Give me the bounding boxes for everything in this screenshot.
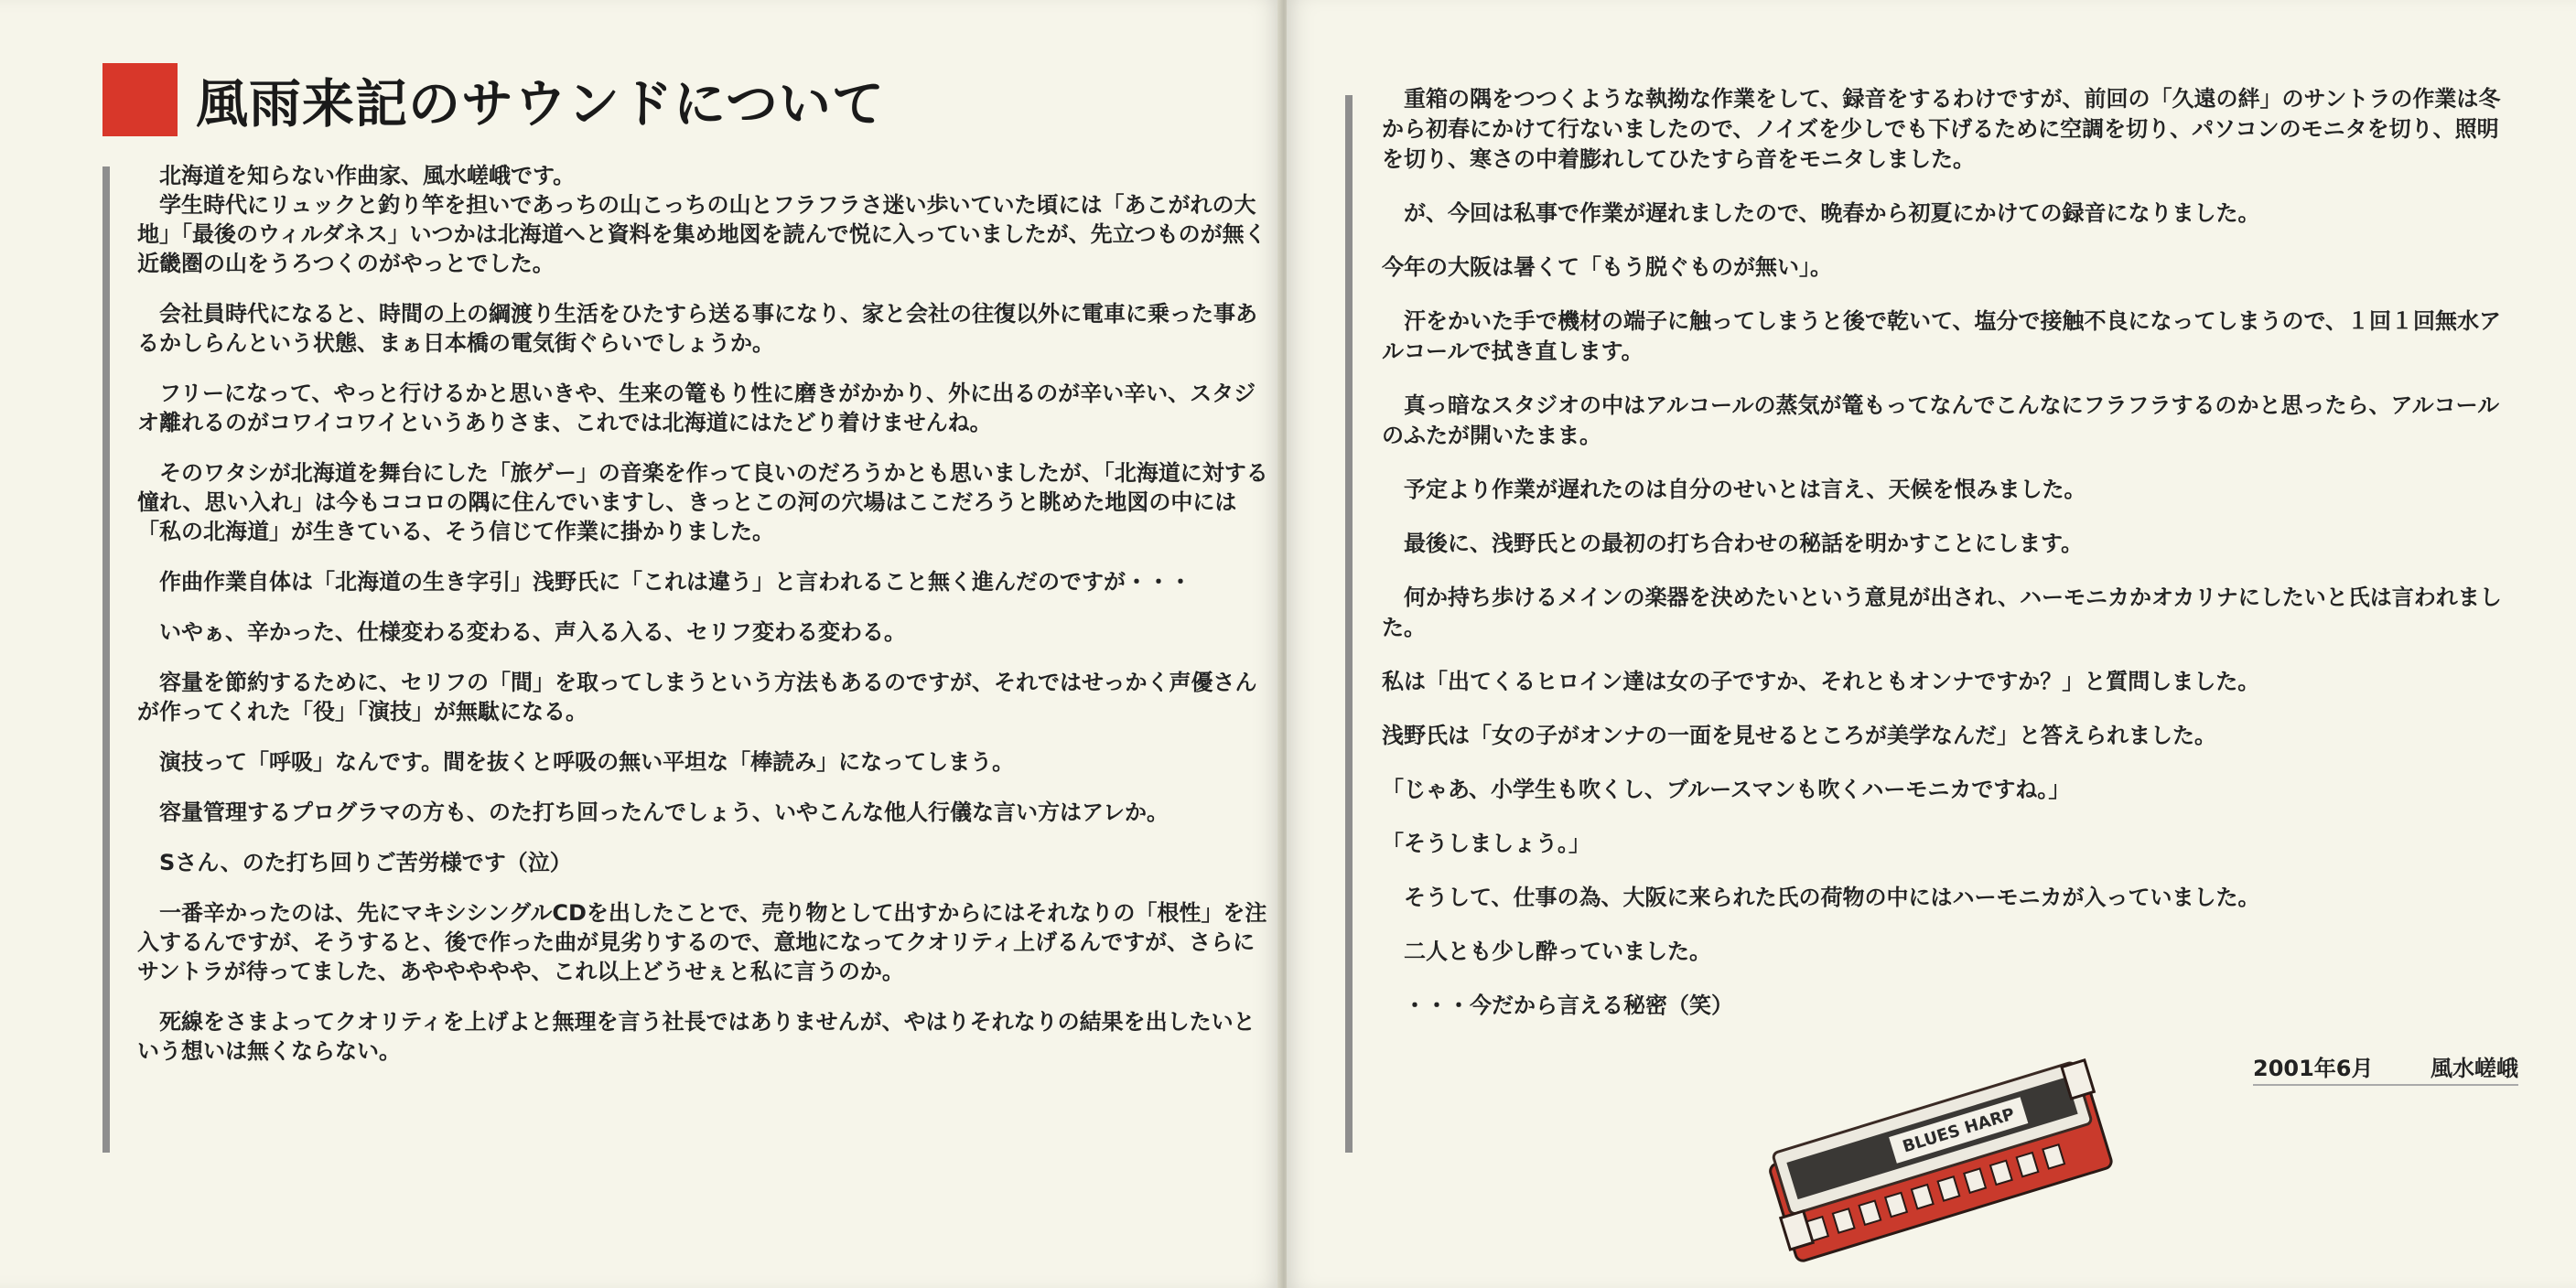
right-paragraph: 最後に、浅野氏との最初の打ち合わせの秘話を明かすことにします。 — [1404, 531, 2084, 556]
left-paragraph: 会社員時代になると、時間の上の綱渡り生活をひたすら送る事になり、家と会社の往復以外に電車に乗った事あるかしらんという状態、まぁ日本橋の電気街ぐらいでしょうか。 — [137, 301, 1257, 356]
left-paragraph: Sさん、のた打ち回りご苦労様です（泣） — [159, 850, 572, 875]
harmonica-illustration — [1739, 1052, 2141, 1276]
harmonica-label: BLUES HARP — [1900, 1104, 2018, 1157]
right-paragraph: 私は「出てくるヒロイン達は女の子ですか、それともオンナですか？」と質問しました。 — [1382, 669, 2260, 694]
page-title: 風雨来記のサウンドについて — [196, 74, 885, 134]
left-paragraph: フリーになって、やっと行けるかと思いきや、生来の篭もり性に磨きがかかり、外に出るのが辛い辛い、スタジオ離れるのがコワイコワイというありさま、これでは北海道にはたどり着けませんね。 — [137, 381, 1256, 435]
right-paragraph: 二人とも少し酔っていました。 — [1404, 939, 1711, 964]
right-body-text — [1382, 84, 2517, 1045]
left-paragraph: 学生時代にリュックと釣り竿を担いであっちの山こっちの山とフラフラさ迷い歩いていた頃には「あこがれの大地」「最後のウィルダネス」いつかは北海道へと資料を集め地図を読んで悦に入っていましたが、先立つものが無く近畿圏の山をうろつくのがやっとでした。 — [137, 192, 1266, 276]
left-paragraph: そのワタシが北海道を舞台にした「旅ゲー」の音楽を作って良いのだろうかとも思いましたが、「北海道に対する憧れ、思い入れ」は今もココロの隅に住んでいますし、きっとこの河の穴場はここだろうと眺めた地図の中には「私の北海道」が生きている、そう信じて作業に掛かりました。 — [137, 460, 1268, 544]
signature-name: 風水嵯峨 — [2430, 1056, 2518, 1081]
right-margin-rule — [1345, 95, 1353, 1153]
right-paragraph: 浅野氏は「女の子がオンナの一面を見せるところが美学なんだ」と答えられました。 — [1382, 723, 2216, 748]
signature — [2253, 1050, 2518, 1082]
left-paragraph: 容量管理するプログラマの方も、のた打ち回ったんでしょう、いやこんな他人行儀な言い方はアレか。 — [159, 800, 1169, 825]
title-row — [102, 62, 885, 137]
right-paragraph: ・・・今だから言える秘密（笑） — [1404, 993, 1733, 1018]
right-paragraph: が、今回は私事で作業が遅れましたので、晩春から初夏にかけての録音になりました。 — [1404, 200, 2260, 226]
left-paragraph: 北海道を知らない作曲家、風水嵯峨です。 — [159, 163, 576, 188]
right-paragraph: 予定より作業が遅れたのは自分のせいとは言え、天候を恨みました。 — [1404, 477, 2086, 502]
left-paragraph: 一番辛かったのは、先にマキシシングルCDを出したことで、売り物として出すからにはそれなりの「根性」を注入するんですが、そうすると、後で作った曲が見劣りするので、意地になってクオリティ上げるんですが、さらにサントラが待ってました、あややややや、これ以上どうせぇと私に言うのか。 — [137, 900, 1267, 984]
right-paragraph: 「じゃあ、小学生も吹くし、ブルースマンも吹くハーモニカですね。」 — [1382, 777, 2071, 802]
title-marker — [102, 63, 178, 136]
right-paragraph: 真っ暗なスタジオの中はアルコールの蒸気が篭もってなんでこんなにフラフラするのかと思ったら、アルコールのふたが開いたまま。 — [1382, 392, 2500, 448]
left-body-text — [137, 161, 1272, 1087]
left-paragraph: 演技って「呼吸」なんです。間を抜くと呼吸の無い平坦な「棒読み」になってしまう。 — [159, 749, 1015, 775]
right-paragraph: 何か持ち歩けるメインの楽器を決めたいという意見が出され、ハーモニカかオカリナにしたいと氏は言われました。 — [1382, 585, 2502, 640]
right-paragraph: 重箱の隅をつつくような執拗な作業をして、録音をするわけですが、前回の「久遠の絆」のサントラの作業は冬から初春にかけて行ないましたので、ノイズを少しでも下げるために空調を切り、パソコンのモニタを切り、照明を切り、寒さの中着膨れしてひたすら音をモニタしました。 — [1382, 86, 2501, 172]
right-paragraph: そうして、仕事の為、大阪に来られた氏の荷物の中にはハーモニカが入っていました。 — [1404, 885, 2260, 910]
left-paragraph: 容量を節約するために、セリフの「間」を取ってしまうという方法もあるのですが、それではせっかく声優さんが作ってくれた「役」「演技」が無駄になる。 — [137, 670, 1257, 724]
left-paragraph: いやぁ、辛かった、仕様変わる変わる、声入る入る、セリフ変わる変わる。 — [159, 619, 906, 645]
left-paragraph: 作曲作業自体は「北海道の生き字引」浅野氏に「これは違う」と言われること無く進んだのですが・・・ — [159, 569, 1191, 595]
right-paragraph: 今年の大阪は暑くて「もう脱ぐものが無い」。 — [1382, 254, 1832, 280]
signature-date: 2001年6月 — [2253, 1056, 2374, 1081]
left-paragraph: 死線をさまよってクオリティを上げよと無理を言う社長ではありませんが、やはりそれなりの結果を出したいという想いは無くならない。 — [137, 1009, 1256, 1064]
right-paragraph: 汗をかいた手で機材の端子に触ってしまうと後で乾いて、塩分で接触不良になってしまうので、１回１回無水アルコールで拭き直します。 — [1382, 308, 2502, 364]
right-paragraph: 「そうしましょう。」 — [1382, 831, 1590, 856]
left-page — [0, 0, 1281, 1288]
left-margin-rule — [102, 166, 110, 1153]
signature-underline — [2253, 1084, 2518, 1086]
